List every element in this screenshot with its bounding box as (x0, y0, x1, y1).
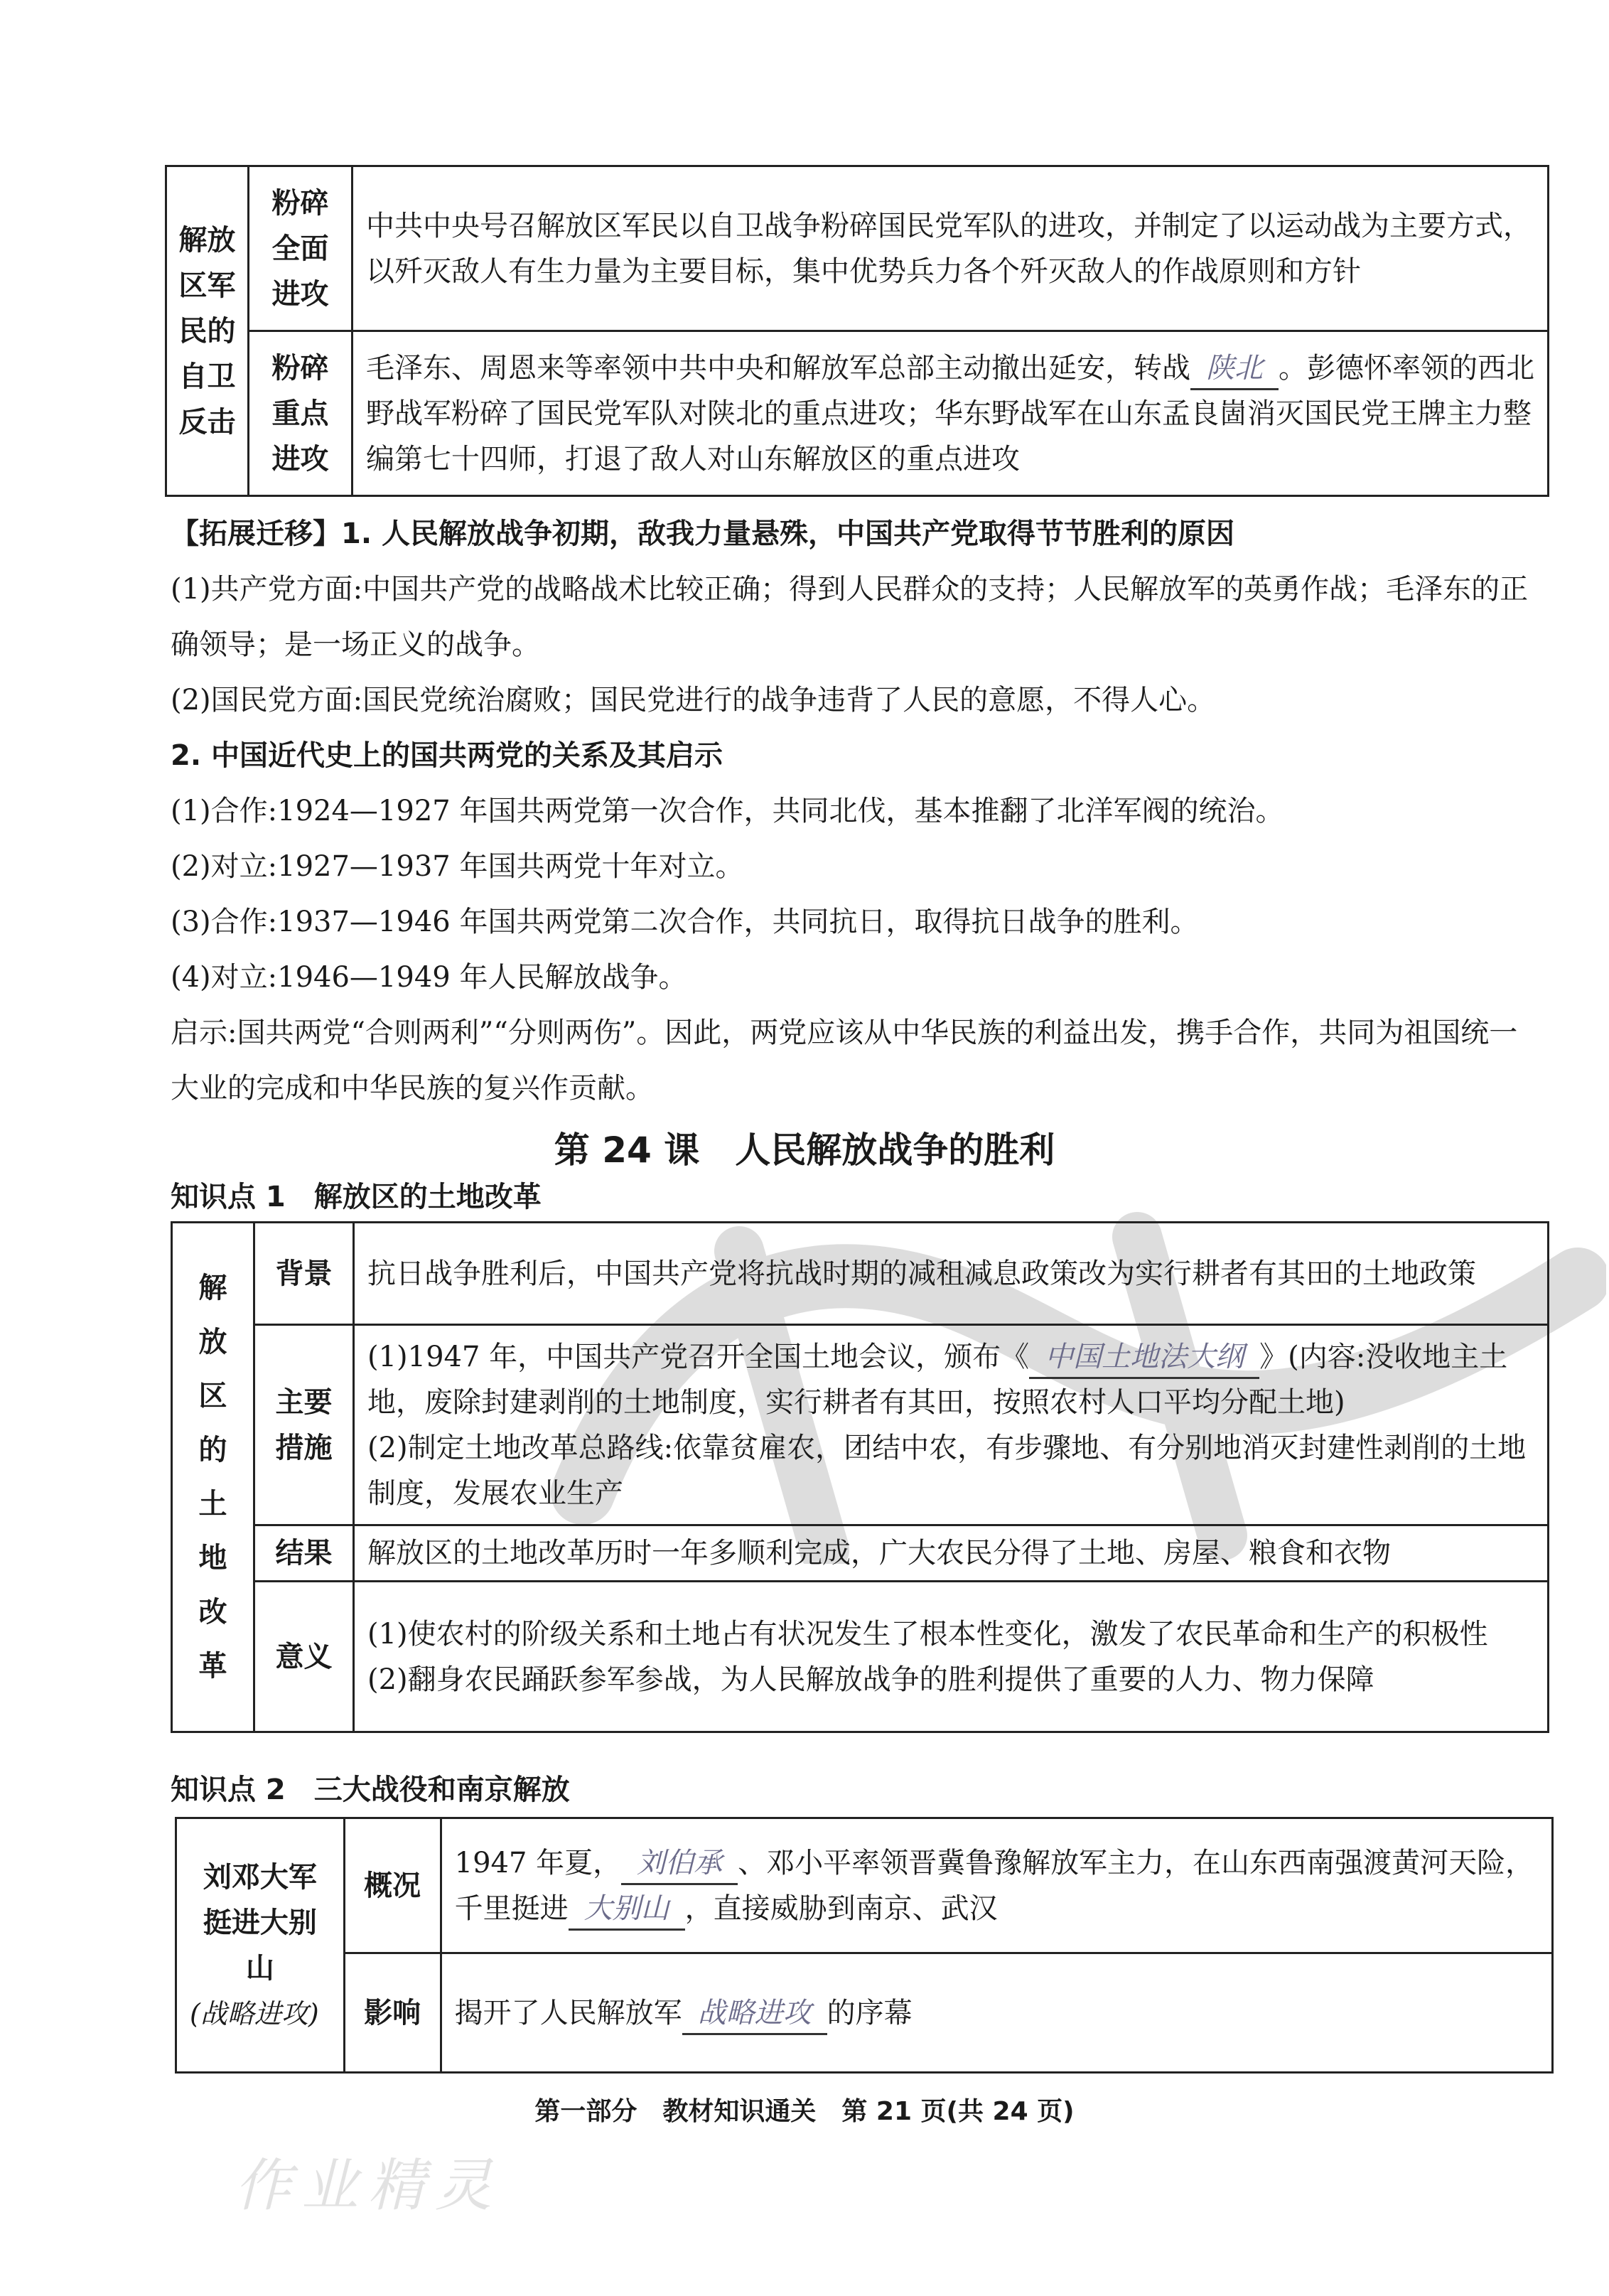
extension-q2-item-2: (2)对立:1927—1937 年国共两党十年对立。 (171, 850, 744, 883)
extension-q2-title: 2. 中国近代史上的国共两党的关系及其启示 (171, 739, 723, 772)
extension-tag: 【拓展迁移】 (171, 517, 341, 550)
extension-q1-p1: (1)共产党方面:中国共产党的战略战术比较正确；得到人民群众的支持；人民解放军的英勇作战；毛泽东的正确领导；是一场正义的战争。 (171, 573, 1529, 661)
extension-q1-title: 【拓展迁移】1. 人民解放战争初期，敌我力量悬殊，中国共产党取得节节胜利的原因 (171, 517, 1234, 550)
kp1-category-text: 解放区的土地改革 (198, 1272, 227, 1683)
self-defense-table (165, 165, 1549, 497)
row-label-result: 结果 (254, 1525, 354, 1582)
row-text-full-offensive: 中共中央号召解放区军民以自卫战争粉碎国民党军队的进攻，并制定了以运动战为主要方式，以歼灭敌人有生力量为主要目标，集中优势兵力各个歼灭敌人的作战原则和方针 (353, 166, 1549, 331)
kp2-category-text: 刘邓大军挺进大别山 (203, 1860, 317, 1985)
extension-q1-p2: (2)国民党方面:国民党统治腐败；国民党进行的战争违背了人民的意愿，不得人心。 (171, 684, 1216, 717)
row-label-key-offensive: 粉碎重点进攻 (249, 331, 353, 496)
table1-category (166, 166, 249, 496)
row-label-significance: 意义 (254, 1582, 354, 1732)
row-text-impact: 揭开了人民解放军 战略进攻 的序幕 (441, 1953, 1552, 2073)
footer-watermark: 作业精灵 (235, 2152, 502, 2219)
row-text-key-offensive: 毛泽东、周恩来等率领中共中央和解放军总部主动撤出延安，转战 陕北 。彭德怀率领的西北野战军粉碎了国民党军队对陕北的重点进攻；华东野战军在山东孟良崮消灭国民党王牌主力整编第七十四师，打退了敌人对山东解放区的重点进攻 (353, 331, 1549, 496)
kp1-title: 知识点 1 解放区的土地改革 (171, 1181, 542, 1213)
extension-q2-item-4: (4)对立:1946—1949 年人民解放战争。 (171, 961, 687, 994)
extension-q2-conclusion: 启示:国共两党“合则两利”“分则两伤”。因此，两党应该从中华民族的利益出发，携手合作，共同为祖国统一大业的完成和中华民族的复兴作贡献。 (171, 1016, 1518, 1105)
dabie-mountain-table (175, 1817, 1554, 2074)
row-label-full-offensive: 粉碎全面进攻 (249, 166, 353, 331)
row-text-background: 抗日战争胜利后，中国共产党将抗战时期的减租减息政策改为实行耕者有其田的土地政策 (354, 1223, 1549, 1325)
land-reform-table (171, 1221, 1549, 1733)
row-text-result: 解放区的土地改革历时一年多顺利完成，广大农民分得了土地、房屋、粮食和衣物 (354, 1525, 1549, 1582)
row-text-overview: 1947 年夏， 刘伯承 、邓小平率领晋冀鲁豫解放军主力，在山东西南强渡黄河天险，千里挺进 大别山 ，直接威胁到南京、武汉 (441, 1818, 1552, 1953)
answer-dabie-mountain: 大别山 (569, 1889, 685, 1931)
page-footer: 第一部分 教材知识通关 第 21 页(共 24 页) (534, 2097, 1075, 2126)
answer-shaanbei: 陕北 (1190, 348, 1279, 390)
row-label-impact: 影响 (344, 1953, 441, 2073)
kp2-category-note: (战略进攻) (190, 1997, 319, 2029)
extension-q2-item-1: (1)合作:1924—1927 年国共两党第一次合作，共同北伐，基本推翻了北洋军阀的统治。 (171, 795, 1284, 827)
row-label-background: 背景 (254, 1223, 354, 1325)
answer-strategic-offensive: 战略进攻 (682, 1993, 827, 2035)
lesson-title: 第 24 课 人民解放战争的胜利 (554, 1130, 1055, 1171)
row-label-measures: 主要措施 (254, 1325, 354, 1525)
extension-q2-item-3: (3)合作:1937—1946 年国共两党第二次合作，共同抗日，取得抗日战争的胜利。 (171, 906, 1199, 938)
table1-category-text: 解放区军民的自卫反击 (178, 223, 236, 439)
kp1-category (172, 1223, 254, 1732)
row-label-overview: 概况 (344, 1818, 441, 1953)
answer-land-law: 中国土地法大纲 (1029, 1337, 1259, 1379)
answer-liu-bocheng: 刘伯承 (621, 1843, 738, 1885)
kp2-category (176, 1818, 345, 2073)
row-text-measures: (1)1947 年，中国共产党召开全国土地会议，颁布《 中国土地法大纲 》(内容:没收地主土地，废除封建剥削的土地制度，实行耕者有其田，按照农村人口平均分配土地) (2)制定土地改革总路线:依靠贫雇农，团结中农，有步骤地、有分别地消灭封建性剥削的土地制度，发展农业生产 (354, 1325, 1549, 1525)
row-text-significance: (1)使农村的阶级关系和土地占有状况发生了根本性变化，激发了农民革命和生产的积极性 (2)翻身农民踊跃参军参战，为人民解放战争的胜利提供了重要的人力、物力保障 (354, 1582, 1549, 1732)
kp2-title: 知识点 2 三大战役和南京解放 (171, 1774, 570, 1806)
